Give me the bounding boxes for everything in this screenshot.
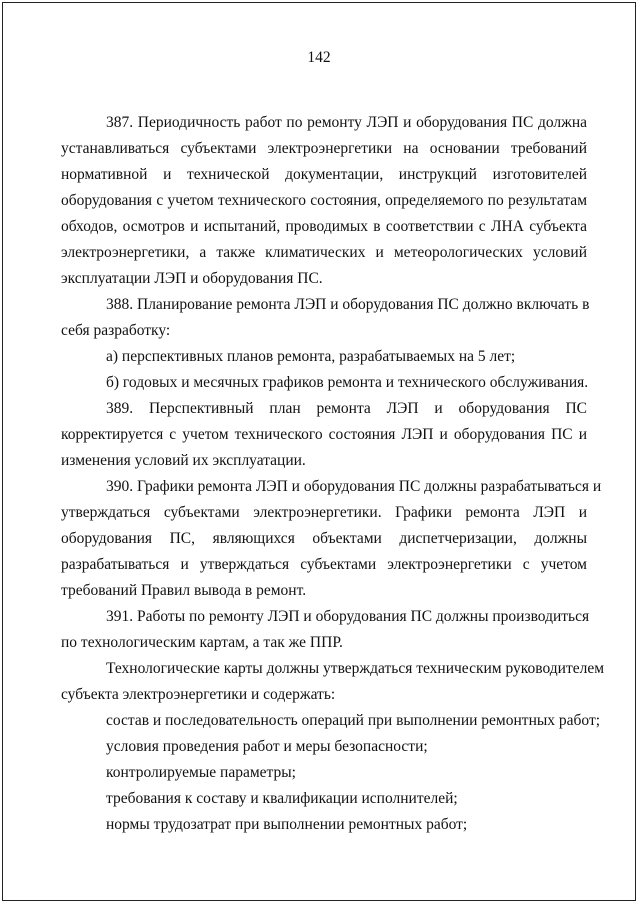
text-line: корректируется с учетом технического состояния ЛЭП и оборудования ПС и (61, 426, 587, 443)
text-line: а) перспективных планов ремонта, разрабатываемых на 5 лет; (106, 348, 516, 365)
text-line: 391. Работы по ремонту ЛЭП и оборудования ПС должны производиться (106, 608, 590, 625)
text-line: 387. Периодичность работ по ремонту ЛЭП и оборудования ПС должна (106, 114, 587, 131)
text-line: утверждаться субъектами электроэнергетики. Графики ремонта ЛЭП и (61, 504, 587, 521)
body-text (61, 110, 605, 838)
text-line: требования к составу и квалификации исполнителей; (106, 790, 458, 807)
text-line: изменения условий их эксплуатации. (61, 452, 306, 469)
text-line: оборудования ПС, являющихся объектами диспетчеризации, должны (61, 530, 587, 547)
text-line: условия проведения работ и меры безопасности; (106, 738, 428, 755)
page-number: 142 (307, 49, 331, 66)
text-line: 388. Планирование ремонта ЛЭП и оборудования ПС должно включать в (106, 296, 590, 313)
text-line: электроэнергетики, а также климатических и метеорологических условий (61, 244, 587, 261)
text-line: состав и последовательность операций при выполнении ремонтных работ; (106, 712, 601, 729)
text-line: обходов, осмотров и испытаний, проводимых в соответствии с ЛНА субъекта (61, 218, 587, 235)
text-line: по технологическим картам, а так же ППР. (61, 634, 343, 651)
text-line: субъекта электроэнергетики и содержать: (61, 686, 336, 703)
text-line: эксплуатации ЛЭП и оборудования ПС. (61, 270, 323, 287)
text-line: Технологические карты должны утверждаться техническим руководителем (106, 660, 605, 677)
text-line: 390. Графики ремонта ЛЭП и оборудования ПС должны разрабатываться и (106, 478, 602, 495)
text-line: нормы трудозатрат при выполнении ремонтных работ; (106, 816, 468, 833)
text-line: себя разработку: (61, 322, 171, 339)
text-line: б) годовых и месячных графиков ремонта и технического обслуживания. (106, 374, 589, 391)
text-line: устанавливаться субъектами электроэнергетики на основании требований (61, 140, 587, 157)
document-page (2, 2, 636, 901)
text-line: 389. Перспективный план ремонта ЛЭП и оборудования ПС (106, 400, 587, 417)
text-line: контролируемые параметры; (106, 764, 296, 781)
text-line: разрабатываться и утверждаться субъектами электроэнергетики с учетом (61, 556, 587, 573)
text-line: требований Правил вывода в ремонт. (61, 582, 307, 599)
text-line: оборудования с учетом технического состояния, определяемого по результатам (61, 192, 587, 209)
text-line: нормативной и технической документации, инструкций изготовителей (61, 166, 587, 183)
